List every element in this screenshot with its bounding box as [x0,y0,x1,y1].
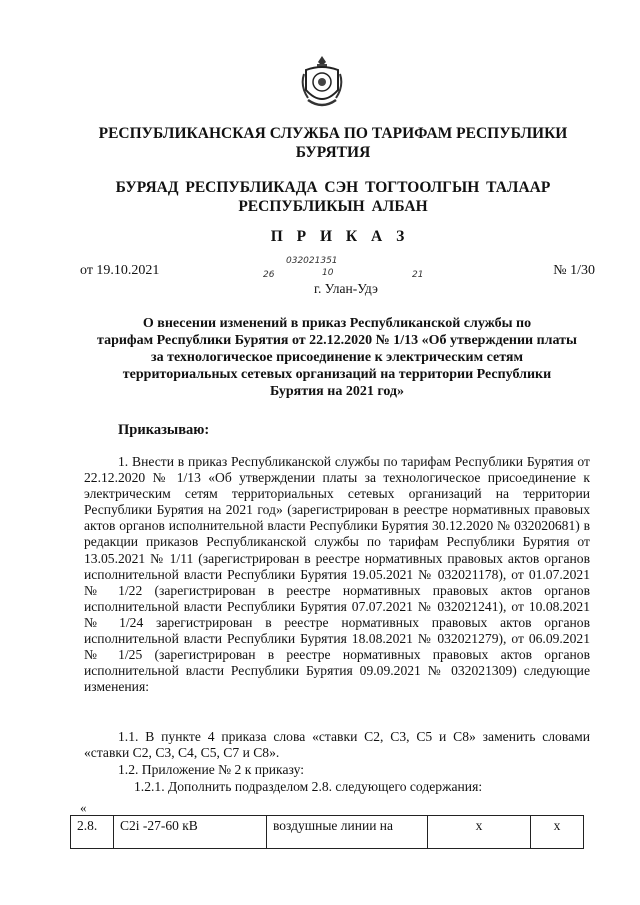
coat-of-arms-icon [300,54,344,112]
table-cell: х [428,816,531,849]
table-cell: 2.8. [71,816,114,849]
open-quote: « [80,800,87,815]
subject-line3: за технологическое присоединение к электрическим сетям [150,350,524,365]
tariff-table [70,815,584,849]
subject-line2: тарифам Республики Бурятия от 22.12.2020 № 1/13 «Об утверждении платы [97,333,577,348]
table-row [71,816,584,849]
subject-line1: О внесении изменений в приказ Республиканской службы по [142,316,532,331]
agency-title-ru-line1: РЕСПУБЛИКАНСКАЯ СЛУЖБА ПО ТАРИФАМ РЕСПУБЛИКИ [98,125,568,142]
order-number: № 1/30 [553,263,595,278]
agency-title-ru [88,124,578,162]
document-type: П Р И К А З [270,228,410,245]
order-city: г. Улан-Удэ [314,281,378,296]
item-1-2: 1.2. Приложение № 2 к приказу: [118,762,304,777]
registration-number: 032021351 [286,256,338,266]
paragraph-1: 1. Внести в приказ Республиканской службы по тарифам Республики Бурятия от 22.12.2020 № 1/13 «Об утверждении платы за технологическое присоединение к электрическим сетям территориальных сетевых организаций на территории Республики Бурятия на 2021 год» (зарегистрирован в реестре нормативных правовых актов органов исполнительной власти Республики Бурятия 30.12.2020 № 032020681) в редакции приказов Республиканской службы по тарифам Республики Бурятия от 13.05.2021 № 1/11 (зарегистрирован в реестре нормативных правовых актов органов исполнительной власти Республики Бурятия 19.05.2021 № 032021178), от 01.07.2021 № 1/22 (зарегистрирован в реестре нормативных правовых актов органов исполнительной власти Республики Бурятия 07.07.2021 № 032021241), от 10.08.2021 № 1/24 зарегистрирован в реестре нормативных правовых актов органов исполнительной власти Республики Бурятия 18.08.2021 № 032021279), от 06.09.2021 № 1/25 (зарегистрирован в реестре нормативных правовых актов органов исполнительной власти Республики Бурятия 09.09.2021 № 032021309) следующие изменения: [84,454,590,695]
registration-year: 21 [412,270,424,280]
agency-title-ru-line2: БУРЯТИЯ [295,144,371,161]
subject-line5: Бурятия на 2021 год» [269,384,405,399]
table-cell: воздушные линии на [267,816,428,849]
registration-day: 26 [263,270,275,280]
agency-title-bur-line2: РЕСПУБЛИКЫН АЛБАН [238,198,428,215]
subject-line4: территориальных сетевых организаций на территории Республики [122,367,552,382]
registration-month: 10 [322,268,334,278]
table-cell: С2i -27-60 кВ [114,816,267,849]
agency-title-bur [88,178,578,216]
agency-title-bur-line1: БУРЯАД РЕСПУБЛИКАДА СЭН ТОГТООЛГЫН ТАЛААР [115,179,551,196]
table-cell: х [531,816,584,849]
order-word: Приказываю: [118,422,210,438]
item-1-2-1: 1.2.1. Дополнить подразделом 2.8. следующего содержания: [134,779,483,794]
order-subject [84,315,590,400]
item-1-1: 1.1. В пункте 4 приказа слова «ставки С2, С3, С5 и С8» заменить словами «ставки С2, С3, С4, С5, С7 и С8». [84,729,590,761]
order-date: от 19.10.2021 [80,263,160,278]
